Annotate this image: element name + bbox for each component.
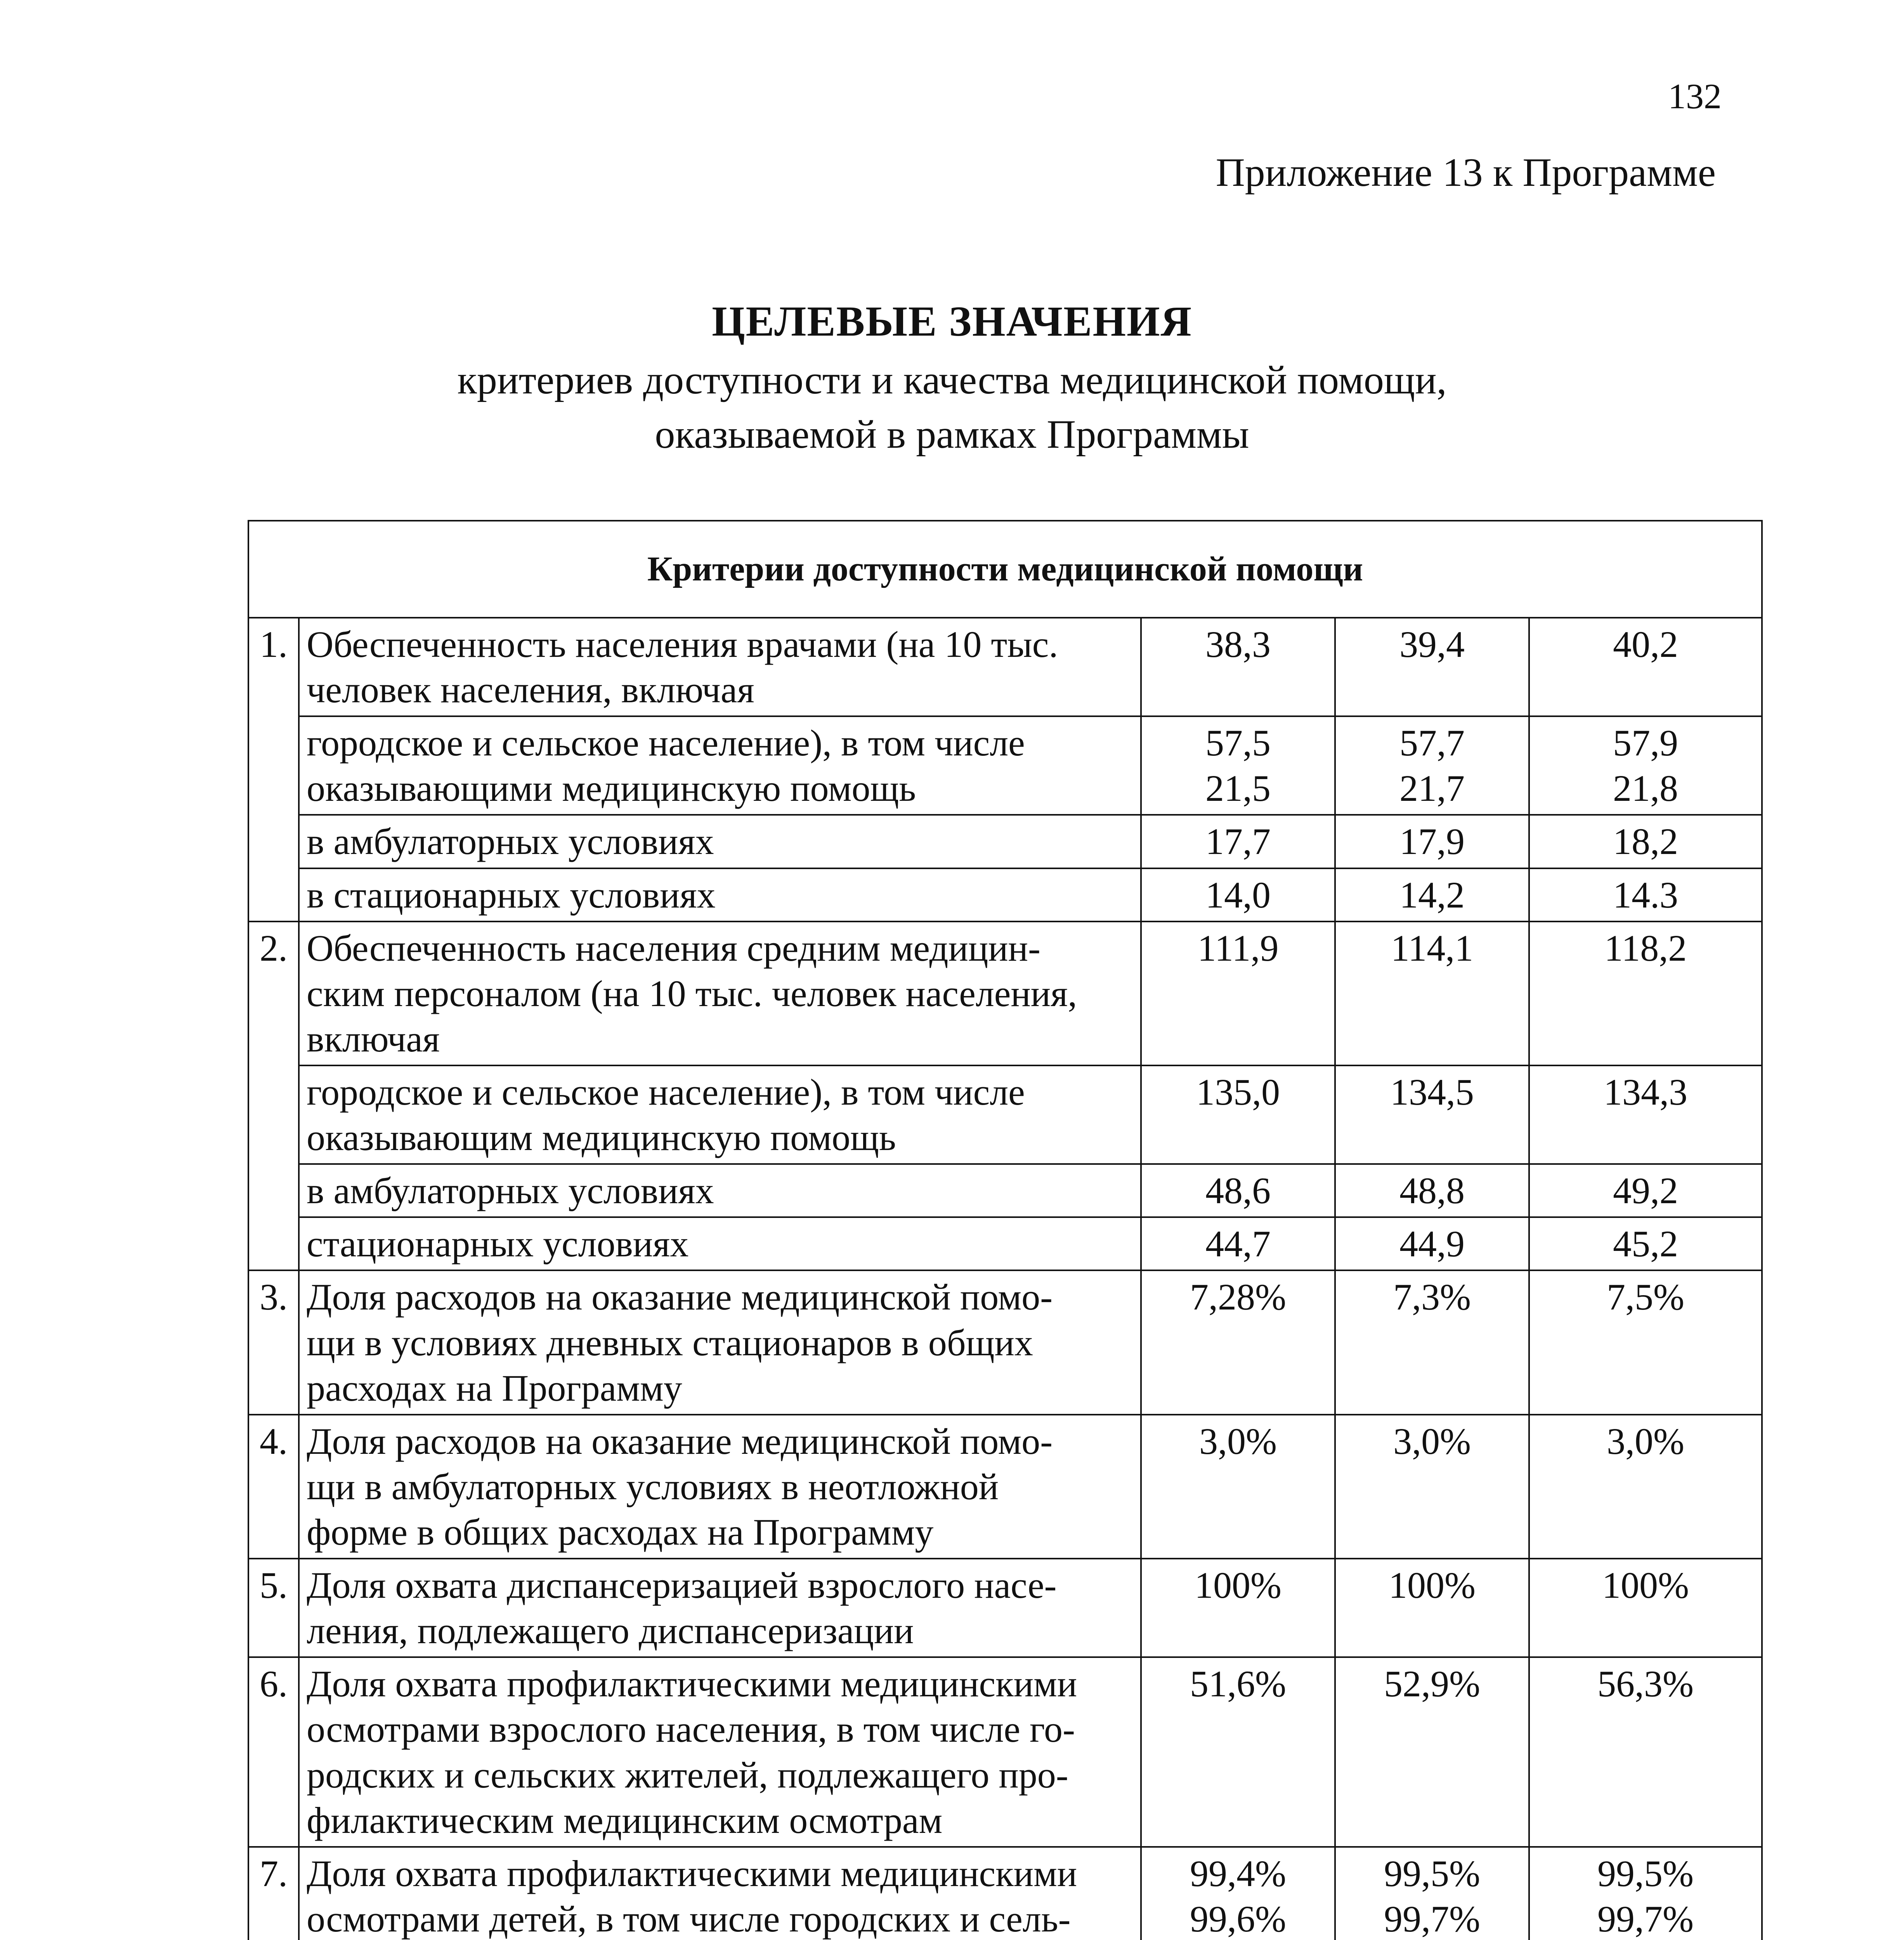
value-line: 18,2 [1613, 821, 1678, 863]
value-line: 99,5% [1597, 1852, 1694, 1894]
description-line: Доля охвата профилактическими медицинскими [307, 1663, 1077, 1705]
table-row [248, 1559, 1762, 1657]
value-line: 49,2 [1613, 1170, 1678, 1212]
value-line: 17,9 [1399, 821, 1465, 863]
value-year-3 [1529, 1164, 1762, 1217]
description-line: щи в амбулаторных условиях в неотложной [307, 1465, 999, 1507]
value-line: 44,7 [1205, 1223, 1271, 1265]
description-line: включая [307, 1018, 440, 1060]
table-row [248, 1164, 1762, 1217]
value-year-2 [1335, 1270, 1529, 1414]
value-line: 17,7 [1205, 821, 1271, 863]
description-line: Обеспеченность населения средним медицин- [307, 927, 1040, 969]
document-title: ЦЕЛЕВЫЕ ЗНАЧЕНИЯ [711, 298, 1193, 345]
subtitle-line-1: критериев доступности и качества медицинской помощи, [457, 358, 1447, 402]
value-line: 100% [1389, 1564, 1476, 1606]
value-line: 111,9 [1197, 927, 1279, 969]
table-row [248, 922, 1762, 1065]
description-line: родских и сельских жителей, подлежащего про- [307, 1754, 1068, 1796]
criterion-description [299, 1065, 1141, 1164]
value-line: 57,5 [1205, 722, 1271, 764]
value-year-2 [1335, 1415, 1529, 1559]
value-line: 14.3 [1613, 874, 1678, 916]
value-line: 99,4% [1190, 1852, 1286, 1894]
value-line: 99,7% [1384, 1898, 1480, 1940]
criterion-description [299, 1164, 1141, 1217]
value-line: 7,28% [1190, 1276, 1286, 1318]
row-number: 7. [248, 1847, 299, 1940]
row-number: 4. [248, 1415, 299, 1559]
value-year-2 [1335, 1847, 1529, 1940]
value-line: 7,3% [1393, 1276, 1471, 1318]
value-year-2 [1335, 815, 1529, 868]
row-number: 2. [248, 922, 299, 1271]
criterion-description [299, 618, 1141, 716]
description-line: Доля расходов на оказание медицинской помо- [307, 1420, 1053, 1462]
appendix-label: Приложение 13 к Программе [1216, 150, 1716, 195]
value-year-1 [1141, 1415, 1335, 1559]
criteria-table [248, 520, 1763, 1940]
value-year-1 [1141, 1065, 1335, 1164]
value-year-3 [1529, 1270, 1762, 1414]
subtitle-line-2: оказываемой в рамках Программы [655, 412, 1249, 457]
value-year-1 [1141, 1847, 1335, 1940]
value-year-1 [1141, 716, 1335, 815]
description-line: расходах на Программу [307, 1367, 682, 1409]
description-line: Доля расходов на оказание медицинской помо- [307, 1276, 1053, 1318]
value-year-2 [1335, 1559, 1529, 1657]
row-number: 1. [248, 618, 299, 922]
value-year-1 [1141, 1657, 1335, 1846]
value-line: 100% [1195, 1564, 1281, 1606]
value-line: 40,2 [1613, 624, 1678, 665]
description-line: осмотрами детей, в том числе городских и сель- [307, 1898, 1071, 1940]
table-body [248, 618, 1762, 1940]
value-line: 21,7 [1399, 767, 1465, 809]
value-year-1 [1141, 618, 1335, 716]
description-line: оказывающим медицинскую помощь [307, 1117, 896, 1159]
value-year-3 [1529, 1415, 1762, 1559]
row-number: 6. [248, 1657, 299, 1846]
description-line: филактическим медицинским осмотрам [307, 1799, 943, 1841]
value-line: 45,2 [1613, 1223, 1678, 1265]
table-row [248, 815, 1762, 868]
value-line: 134,3 [1604, 1071, 1687, 1113]
value-line: 3,0% [1199, 1420, 1277, 1462]
value-year-1 [1141, 922, 1335, 1065]
value-year-3 [1529, 1559, 1762, 1657]
value-line: 56,3% [1597, 1663, 1694, 1705]
value-line: 21,5 [1205, 767, 1271, 809]
value-line: 14,0 [1205, 874, 1271, 916]
row-number: 5. [248, 1559, 299, 1657]
value-line: 51,6% [1190, 1663, 1286, 1705]
table-row [248, 618, 1762, 716]
description-line: в амбулаторных условиях [307, 821, 714, 863]
criterion-description [299, 716, 1141, 815]
criterion-description [299, 922, 1141, 1065]
value-year-2 [1335, 1164, 1529, 1217]
table-header: Критерии доступности медицинской помощи [248, 521, 1762, 618]
value-year-3 [1529, 1065, 1762, 1164]
value-year-3 [1529, 815, 1762, 868]
criterion-description [299, 868, 1141, 922]
value-line: 3,0% [1393, 1420, 1471, 1462]
value-line: 48,6 [1205, 1170, 1271, 1212]
value-year-2 [1335, 1657, 1529, 1846]
value-line: 114,1 [1391, 927, 1474, 969]
value-year-2 [1335, 716, 1529, 815]
value-line: 99,6% [1190, 1898, 1286, 1940]
table-row [248, 1847, 1762, 1940]
description-line: ления, подлежащего диспансеризации [307, 1610, 914, 1652]
value-year-3 [1529, 716, 1762, 815]
value-line: 21,8 [1613, 767, 1678, 809]
description-line: щи в условиях дневных стационаров в общих [307, 1322, 1033, 1363]
table-row [248, 1415, 1762, 1559]
value-line: 38,3 [1205, 624, 1271, 665]
value-year-2 [1335, 1065, 1529, 1164]
value-year-1 [1141, 1559, 1335, 1657]
value-year-3 [1529, 1217, 1762, 1270]
criterion-description [299, 1559, 1141, 1657]
value-line: 52,9% [1384, 1663, 1480, 1705]
value-line: 44,9 [1399, 1223, 1465, 1265]
table-row [248, 1065, 1762, 1164]
description-line: в стационарных условиях [307, 874, 716, 916]
page-number: 132 [1668, 76, 1722, 116]
description-line: в амбулаторных условиях [307, 1170, 714, 1212]
criterion-description [299, 1270, 1141, 1414]
row-number: 3. [248, 1270, 299, 1414]
value-line: 99,5% [1384, 1852, 1480, 1894]
value-year-1 [1141, 815, 1335, 868]
criterion-description [299, 1847, 1141, 1940]
table-row [248, 868, 1762, 922]
criterion-description [299, 1415, 1141, 1559]
description-line: Обеспеченность населения врачами (на 10 тыс. [307, 624, 1058, 665]
value-line: 100% [1602, 1564, 1689, 1606]
value-line: 48,8 [1399, 1170, 1465, 1212]
value-line: 7,5% [1607, 1276, 1684, 1318]
value-year-2 [1335, 1217, 1529, 1270]
value-year-3 [1529, 1657, 1762, 1846]
value-line: 134,5 [1390, 1071, 1474, 1113]
value-year-2 [1335, 922, 1529, 1065]
table-row [248, 1217, 1762, 1270]
value-year-1 [1141, 868, 1335, 922]
value-year-1 [1141, 1164, 1335, 1217]
description-line: стационарных условиях [307, 1223, 689, 1265]
criterion-description [299, 1657, 1141, 1846]
value-line: 99,7% [1597, 1898, 1694, 1940]
description-line: Доля охвата диспансеризацией взрослого насе- [307, 1564, 1057, 1606]
criterion-description [299, 815, 1141, 868]
description-line: форме в общих расходах на Программу [307, 1511, 934, 1553]
table-header-row [248, 521, 1762, 618]
value-line: 14,2 [1399, 874, 1465, 916]
value-year-3 [1529, 922, 1762, 1065]
table-row [248, 716, 1762, 815]
description-line: Доля охвата профилактическими медицинскими [307, 1852, 1077, 1894]
value-year-3 [1529, 1847, 1762, 1940]
table-row [248, 1657, 1762, 1846]
value-year-2 [1335, 618, 1529, 716]
value-line: 118,2 [1604, 927, 1687, 969]
value-line: 57,7 [1399, 722, 1465, 764]
value-year-2 [1335, 868, 1529, 922]
value-line: 135,0 [1196, 1071, 1280, 1113]
value-line: 39,4 [1399, 624, 1465, 665]
value-year-3 [1529, 868, 1762, 922]
description-line: человек населения, включая [307, 669, 754, 711]
description-line: городское и сельское население), в том числе [307, 1071, 1025, 1113]
value-line: 3,0% [1607, 1420, 1684, 1462]
description-line: городское и сельское население), в том числе [307, 722, 1025, 764]
value-year-1 [1141, 1217, 1335, 1270]
description-line: ским персоналом (на 10 тыс. человек населения, [307, 972, 1077, 1014]
description-line: осмотрами взрослого населения, в том числе го- [307, 1708, 1075, 1750]
value-year-1 [1141, 1270, 1335, 1414]
value-line: 57,9 [1613, 722, 1678, 764]
table-row [248, 1270, 1762, 1414]
criterion-description [299, 1217, 1141, 1270]
value-year-3 [1529, 618, 1762, 716]
description-line: оказывающими медицинскую помощь [307, 767, 916, 809]
